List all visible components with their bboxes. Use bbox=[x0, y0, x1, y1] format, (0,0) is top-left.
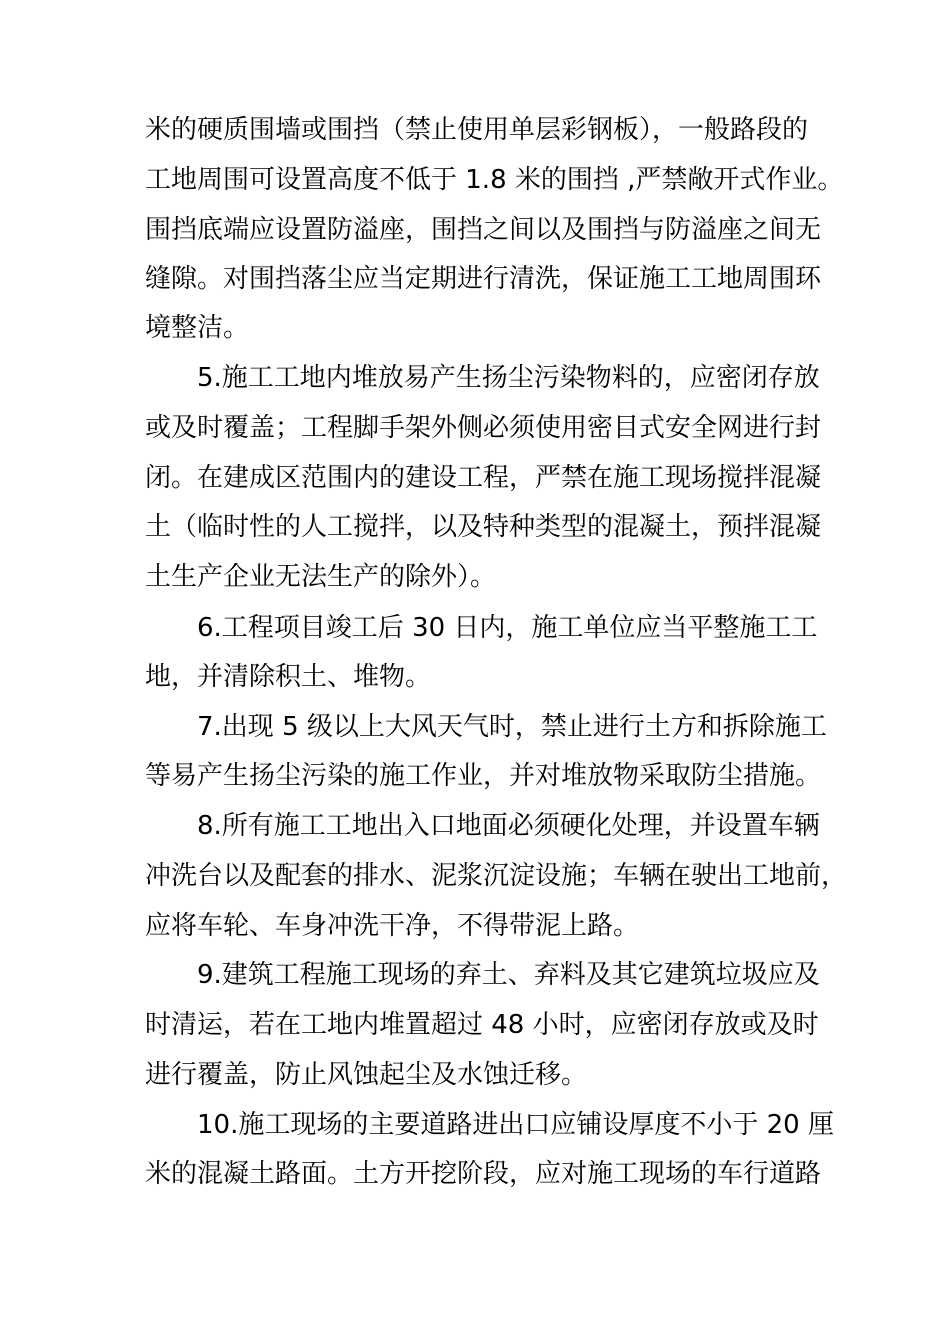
paragraph-6-first-line: 6.工程项目竣工后 30 日内，施工单位应当平整施工工 bbox=[197, 613, 818, 643]
paragraph-5-first-line: 5.施工工地内堆放易产生扬尘污染物料的，应密闭存放 bbox=[197, 363, 820, 393]
text-line: 地，并清除积土、堆物。 bbox=[145, 662, 432, 692]
paragraph-9-first-line: 9.建筑工程施工现场的弃土、弃料及其它建筑垃圾应及 bbox=[197, 960, 820, 990]
text-line: 或及时覆盖；工程脚手架外侧必须使用密目式安全网进行封 bbox=[145, 413, 822, 443]
text-line: 进行覆盖，防止风蚀起尘及水蚀迁移。 bbox=[145, 1060, 588, 1090]
text-line: 闭。在建成区范围内的建设工程，严禁在施工现场搅拌混凝 bbox=[145, 463, 822, 493]
text-line: 土生产企业无法生产的除外）。 bbox=[145, 562, 497, 592]
text-line: 缝隙。对围挡落尘应当定期进行清洗，保证施工工地周围环 bbox=[145, 264, 822, 294]
text-line: 米的混凝土路面。土方开挖阶段，应对施工现场的车行道路 bbox=[145, 1159, 822, 1189]
text-line: 围挡底端应设置防溢座，围挡之间以及围挡与防溢座之间无 bbox=[145, 215, 822, 245]
text-line: 土（临时性的人工搅拌，以及特种类型的混凝土，预拌混凝 bbox=[145, 512, 822, 542]
text-line: 应将车轮、车身冲洗干净，不得带泥上路。 bbox=[145, 911, 640, 941]
text-line: 工地周围可设置高度不低于 1.8 米的围挡 ,严禁敞开式作业。 bbox=[145, 165, 844, 195]
text-line: 等易产生扬尘污染的施工作业，并对堆放物采取防尘措施。 bbox=[145, 761, 822, 791]
paragraph-10-first-line: 10.施工现场的主要道路进出口应铺设厚度不小于 20 厘 bbox=[197, 1110, 834, 1140]
text-line: 米的硬质围墙或围挡（禁止使用单层彩钢板），一般路段的 bbox=[145, 115, 809, 145]
text-line: 时清运，若在工地内堆置超过 48 小时，应密闭存放或及时 bbox=[145, 1010, 819, 1040]
paragraph-8-first-line: 8.所有施工工地出入口地面必须硬化处理，并设置车辆 bbox=[197, 811, 820, 841]
text-line: 境整洁。 bbox=[145, 313, 250, 343]
paragraph-7-first-line: 7.出现 5 级以上大风天气时，禁止进行土方和拆除施工 bbox=[197, 712, 827, 742]
text-line: 冲洗台以及配套的排水、泥浆沉淀设施；车辆在驶出工地前， bbox=[145, 861, 848, 891]
